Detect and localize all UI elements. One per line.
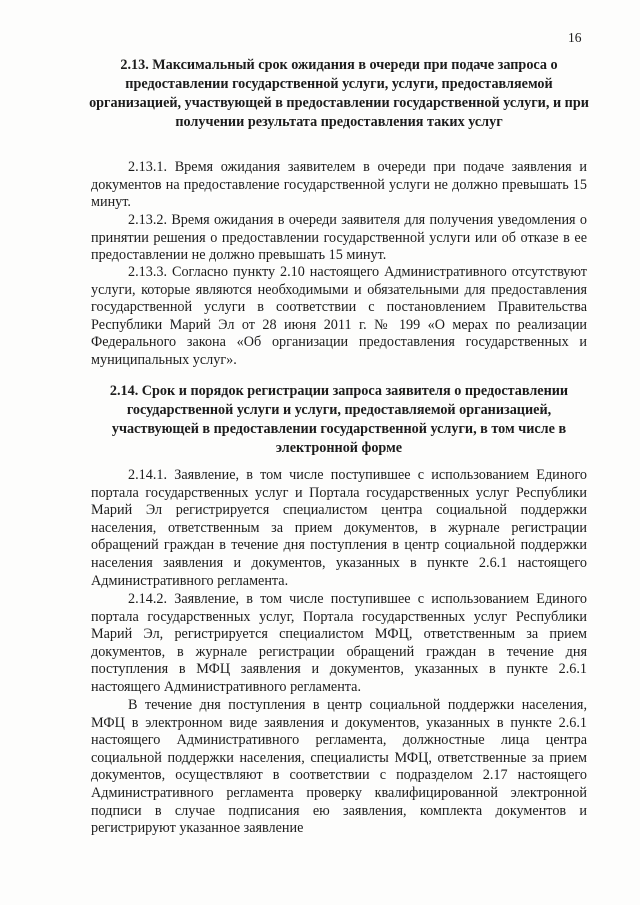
paragraph-2-14-1: 2.14.1. Заявление, в том числе поступившее с использованием Единого портала государственных услуг и Портала государственных услуг Республики Марий Эл регистрируется специалистом центра социальной поддержки населения, ответственным за прием документов, в журнале регистрации обращений граждан в течение дня поступления в центр социальной поддержки населения заявления и документов, указанных в пункте 2.6.1 настоящего Административного регламента. <box>91 467 587 589</box>
paragraph-2-14-3: В течение дня поступления в центр социальной поддержки населения, МФЦ в электронном виде заявления и документов, указанных в пункте 2.6.1 настоящего Административного регламента, должностные лица центра социальной поддержки населения, специалисты МФЦ, ответственные за прием документов, осуществляют в соответствии с подразделом 2.17 настоящего Административного регламента проверку квалифицированной электронной подписи в случае подписания ею заявления, комплекта документов и регистрируют указанное заявление <box>91 697 587 837</box>
section-2-13-heading: 2.13. Максимальный срок ожидания в очереди при подаче запроса о предоставлении государственной услуги, услуги, предоставляемой организацией, участвующей в предоставлении государственной услуги, и при получении результата предоставления таких услуг <box>89 57 589 130</box>
paragraph-2-13-1: 2.13.1. Время ожидания заявителем в очереди при подаче заявления и документов на предоставление государственной услуги не должно превышать 15 минут. <box>91 159 587 211</box>
page-number: 16 <box>568 30 582 45</box>
paragraph-2-13-3: 2.13.3. Согласно пункту 2.10 настоящего Административного отсутствуют услуги, которые являются необходимыми и обязательными для предоставления государственной услуги в соответствии с постановлением Правительства Республики Марий Эл от 28 июня 2011 г. № 199 «О мерах по реализации Федерального закона «Об организации предоставления государственных и муниципальных услуг». <box>91 264 587 368</box>
paragraph-2-14-2: 2.14.2. Заявление, в том числе поступившее с использованием Единого портала государственных услуг, Портала государственных услуг Республики Марий Эл, регистрируется специалистом МФЦ, ответственным за прием документов, в журнале регистрации обращений граждан в течение дня поступления в МФЦ заявления и документов, указанных в пункте 2.6.1 настоящего Административного регламента. <box>91 591 587 695</box>
paragraph-2-13-2: 2.13.2. Время ожидания в очереди заявителя для получения уведомления о принятии решения о предоставлении государственной услуги или об отказе в ее предоставлении не должно превышать 15 минут. <box>91 212 587 264</box>
section-2-14-heading: 2.14. Срок и порядок регистрации запроса заявителя о предоставлении государственной услуги и услуги, предоставляемой организацией, участвующей в предоставлении государственной услуги, в том числе в электронной форме <box>109 383 569 456</box>
